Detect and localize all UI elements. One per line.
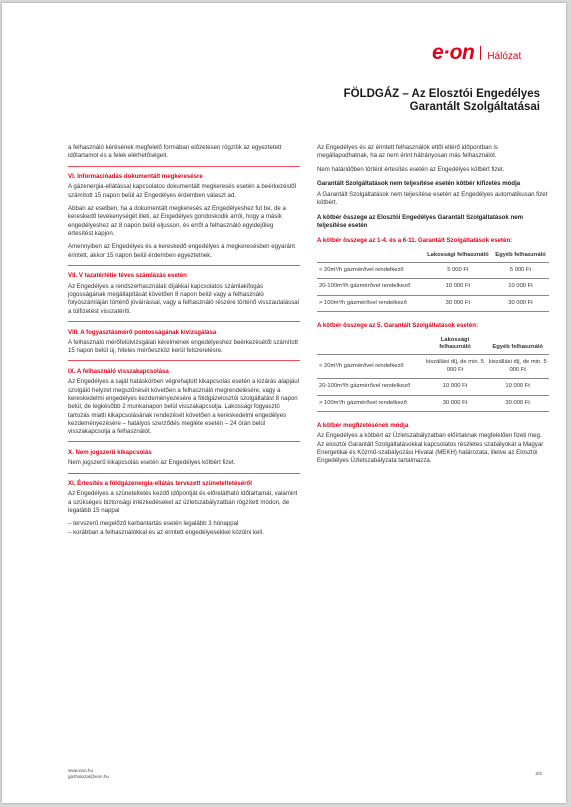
table-2-caption: A kötbér összege az 5. Garantált Szolgáltatások esetén: [317, 322, 478, 330]
section-9-paragraph: Az Engedélyes a saját hatáskörben végrehajtott kikapcsolás esetén a kizárás alapjául szolgáló helyzet megszűnését követően a felhasználó megrendelésére, vagy a kereskedelmi engedélyes kezdeményezésére a földgázelosztói szolgáltatást 8 napon belül, de legkésőbb 2 munkanapon belül visszakapcsolja. Lakossági fogyasztó tartozás miatti kikapcsolásának rendezését követően a kereskedelmi engedélyes kezdeményezésére – hatályos szerződés megléte esetén – 24 órán belül visszakapcsolja a felhasználót. [68, 378, 300, 436]
intro-paragraph: a felhasználó kérésének megfelelő formában előzetesen rögzítik az egyeztetett időtartamot és a felek elérhetőségeit. [68, 144, 282, 160]
row-label: 20-100m³/h gázmérővel rendelkező [317, 379, 424, 395]
penalty-table-1 [317, 250, 549, 313]
other-value: 10 000 Ft [492, 279, 549, 295]
other-value: 5 000 Ft [492, 263, 549, 279]
table-header-residential: Lakossági felhasználó [424, 335, 487, 355]
logo-wordmark: e·on [432, 41, 475, 64]
document-page [2, 3, 566, 803]
other-value: 10 000 Ft [486, 379, 549, 395]
section-10-paragraph: Nem jogszerű kikapcsolás esetén az Engedélyes kötbért fizet. [68, 459, 236, 467]
table-row [317, 295, 549, 311]
residential-value: 30 000 Ft [424, 295, 492, 311]
section-11-heading: XI. Értesítés a földgázenergia-ellátás tervezett szüneteltetéséről [68, 480, 252, 488]
page-title [344, 88, 540, 114]
left-column [68, 144, 300, 537]
row-label: < 20m³/h gázmérővel rendelkező [317, 263, 424, 279]
logo-division: Hálózat [487, 51, 522, 62]
section-6-paragraph-2: Abban az esetben, ha a dokumentált megkeresés az Engedélyeshez fut be, de a kereskedő tevékenységét illeti, az Engedélyes gondoskodik arról, hogy a másik engedélyeshez az 8 napon belül eljusson, és erről a felhasználó egyidejűleg értesítést kapjon. [68, 205, 286, 237]
row-label: > 100m³/h gázmérővel rendelkező [317, 395, 424, 411]
eon-logo [432, 41, 521, 65]
section-11-bullet-1: – tervszerű megelőző karbantartás esetén legalább 3 hónappal [68, 520, 239, 528]
right-paragraph-2: Nem határidőben történt értesítés esetén az Engedélyes kötbért fizet. [317, 165, 505, 173]
table-row [317, 395, 549, 411]
logo-divider [480, 46, 481, 60]
row-label: < 20m³/h gázmérővel rendelkező [317, 355, 424, 379]
footer-contacts [68, 768, 109, 780]
right-paragraph-1: Az Engedélyes és az érintett felhasználók ettől eltérő időpontban is megállapodhatnak, ha az nem érint hátrányosan más felhasználót. [317, 144, 498, 160]
section-10-heading: X. Nem jogszerű kikapcsolás [68, 448, 152, 456]
table-header-blank [317, 250, 424, 263]
payment-method-heading: A kötbér megfizetésének módja [317, 422, 409, 430]
other-value: 30 000 Ft [486, 395, 549, 411]
table-row [317, 279, 549, 295]
residential-value: 5 000 Ft [424, 263, 492, 279]
row-label: > 100m³/h gázmérővel rendelkező [317, 295, 424, 311]
section-7-paragraph: Az Engedélyes a rendszerhasználati díjakkal kapcsolatos számlakifogás jogosságának megállapítását követően 8 napon belül vagy a felhasználó folyószámláján történő jóváírással, vagy a felhasználó részére történő visszautalással a túlfizetést visszatéríti. [68, 282, 300, 315]
table-row [317, 379, 549, 395]
section-11-paragraph: Az Engedélyes a szüneteltetés kezdő időpontját és előrelátható időtartamát, valamint a szükséges biztonsági intézkedéseket az üzletszabályzatban rögzített módon, de legalább 15 nappal [68, 490, 298, 515]
payment-method-paragraph: Az Engedélyes a kötbért az Üzletszabályzatban előírtaknak megfelelően fizeti meg. Az elosztói Garantált Szolgáltatásokkal kapcsolatos részletes szabályokat a Magyar Energetikai és Közmű-szabályozási Hivatal (MEKH) határozata, illetve az Elosztói Engedélyes Üzletszabályzata tartalmazza. [317, 432, 544, 465]
table-header-blank [317, 335, 424, 355]
section-divider [68, 321, 300, 322]
section-8-paragraph: A felhasználó mérőfelülvizsgálati kérelmének engedélyeshez beérkezésétől számított 15 napon belül új, hiteles mérőeszköz kerül felszerelésre. [68, 338, 298, 355]
title-line-1: FÖLDGÁZ – Az Elosztói Engedélyes [343, 88, 540, 100]
section-divider [68, 441, 300, 442]
other-value: kiszállási díj, de min. 5 000 Ft [486, 355, 549, 379]
residential-value: kiszállási díj, de min. 5 000 Ft [424, 355, 487, 379]
penalty-amount-heading: A kötbér összege az Elosztói Engedélyes Garantált Szolgáltatások nem teljesítése esetén [317, 213, 524, 230]
section-7-heading: VII. V tazatértétie téves számlázás esetén [68, 272, 187, 280]
section-divider [68, 360, 300, 361]
table-header-other: Egyéb felhasználó [492, 250, 549, 263]
payment-paragraph: A Garantált Szolgáltatások nem teljesítése esetén az Engedélyes automatikusan fizet kötbért. [317, 191, 548, 207]
section-6-heading: VI. Információadás dokumentált megkeresésre [68, 173, 203, 181]
section-6-paragraph-1: A gázenergia-ellátással kapcsolatos dokumentált megkeresés esetén a beérkezéstől számított 15 napon belül az Engedélyes érdemben választ ad. [68, 183, 296, 199]
row-label: 20-100m³/h gázmérővel rendelkező [317, 279, 424, 295]
table-header-row [317, 335, 549, 355]
residential-value: 10 000 Ft [424, 379, 487, 395]
section-divider [68, 265, 300, 266]
penalty-table-2 [317, 335, 549, 412]
residential-value: 10 000 Ft [424, 279, 492, 295]
right-column [317, 144, 549, 471]
page-number: 2/2 [535, 772, 542, 777]
section-divider [68, 166, 300, 167]
section-9-heading: IX. A felhasználó visszakapcsolása [68, 368, 169, 376]
footer-website[interactable]: www.eon.hu [68, 768, 94, 773]
footer-email[interactable]: gazhalozat@eon.hu [68, 774, 109, 779]
other-value: 30 000 Ft [492, 295, 549, 311]
residential-value: 30 000 Ft [424, 395, 487, 411]
table-header-row [317, 250, 549, 263]
payment-heading: Garantált Szolgáltatások nem teljesítése esetén kötbér kifizetés módja [317, 179, 521, 187]
table-row [317, 263, 549, 279]
table-row [317, 355, 549, 379]
title-line-2: Garantált Szolgáltatásai [409, 101, 540, 113]
section-8-heading: VIII. A fogyasztásmérő pontosságának kivizsgálása [68, 328, 217, 336]
section-divider [68, 473, 300, 474]
section-6-paragraph-3: Amennyiben az Engedélyes és a kereskedő engedélyes a megkeresésben egyaránt érintett, akkor 15 napon belül érdemben egyeztetnek. [68, 243, 295, 259]
table-header-other: Egyéb felhasználó [486, 335, 549, 355]
table-1-caption: A kötbér összege az 1-4. és a 6-11. Garantált Szolgáltatások esetén: [317, 237, 513, 245]
section-11-bullet-2: – korábban a felhasználókkal és az érintett engedélyesekkel közölni kell. [68, 528, 264, 536]
table-header-residential: Lakossági felhasználó [424, 250, 492, 263]
